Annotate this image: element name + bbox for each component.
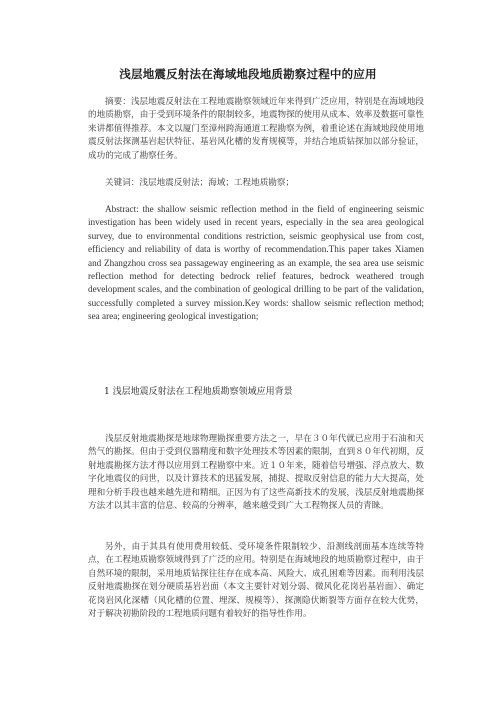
section-1-paragraph-2: 另外，由于其具有使用费用较低、受环境条件限制较少、沿测线剖面基本连续等特点，在工程地质勘察领域得到了广泛的应用。特别是在海域地段的地质勘察过程中，由于自然环境的限制，采用地质钻探往往存在成本高、风险大、成孔困难等因素。而利用浅层反射地震勘探在划分硬质基岩岩面（本文主要针对划分弱、微风化花岗岩基岩面）、确定花岗岩风化深槽（风化槽的位置、埋深、规模等）、探测隐伏断裂等方面存在较大优势，对于解决初勘阶段的工程地质问题有着较好的指导性作用。 bbox=[88, 542, 424, 620]
abstract-chinese: 摘要：浅层地震反射法在工程地震勘察领域近年来得到广泛应用，特别是在海域地段的地质勘察，由于受到环境条件的限制较多，地震物探的使用从成本、效率及数据可靠性来讲都值得推荐。本文以厦门至漳州跨海通道工程勘察为例，着重论述在海域地段使用地震反射法探测基岩起伏特征、基岩风化槽的发育规模等，并结合地质钻探加以部分验证，成功的完成了勘察任务。 bbox=[88, 97, 424, 161]
keywords-chinese: 关键词：浅层地震反射法；海域；工程地质勘察； bbox=[105, 178, 295, 188]
section-1-paragraph-1: 浅层反射地震勘探是地球物理勘探重要方法之一，早在３０年代就已应用于石油和天然气的勘探。但由于受到仪器精度和数字处理技术等因素的限制，直到８０年代初期，反射地震勘探方法才得以应用到工程勘察中来。近１０年来，随着信号增强、浮点放大、数字化地震仪的问世，以及计算技术的迅猛发展，捕捉、提取反射信息的能力大大提高，处理和分析手段也越来越先进和精细。正因为有了这些高新技术的发展，浅层反射地震勘探方法才以其丰富的信息、较高的分辨率，越来越受到广大工程物探人员的青睐。 bbox=[88, 434, 424, 512]
abstract-english: Abstract: the shallow seismic reflection method in the field of engineering seismic investigation has been widely used in recent years, especially in the sea area geological survey, due to environmental conditions restriction, seismic geophysical use from cost, efficiency and reliability of data is worthy of recommendation.This paper takes Xiamen and Zhangzhou cross sea passageway engineering as an example, the sea area use seismic reflection method for detecting bedrock relief features, bedrock weathered trough development scales, and the combination of geological drilling to be part of the validation, successfully completed a survey mission.Key words: shallow seismic reflection method; sea area; engineering geological investigation; bbox=[88, 204, 424, 322]
section-1-heading: 1 浅层地震反射法在工程地质勘察领域应用背景 bbox=[104, 387, 293, 397]
document-title: 浅层地震反射法在海域地段地质勘察过程中的应用 bbox=[119, 67, 377, 81]
